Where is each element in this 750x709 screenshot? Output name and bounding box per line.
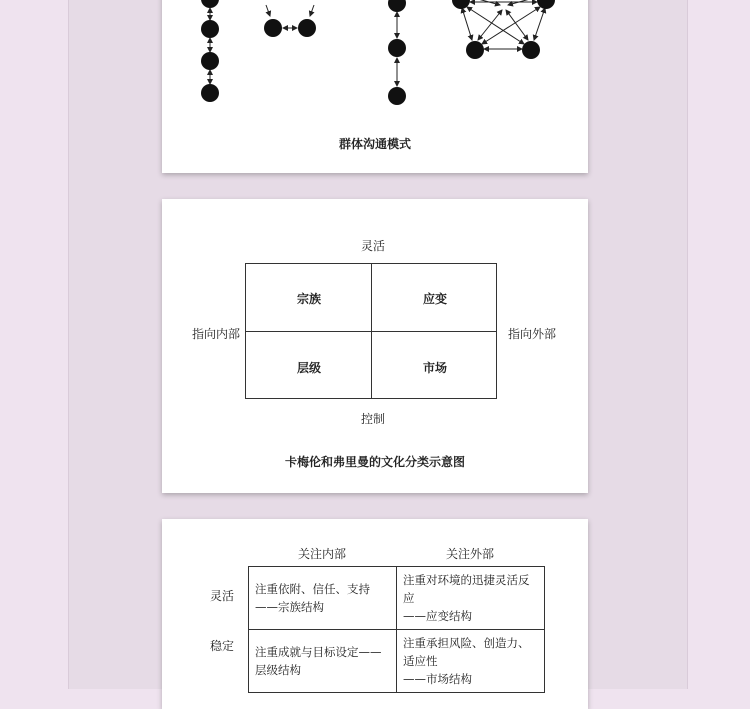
communication-patterns-caption: 群体沟通模式 xyxy=(338,137,411,151)
communication-patterns-card xyxy=(162,0,588,173)
axis-label-right: 指向外部 xyxy=(508,327,557,341)
quadrant-hierarchy: 层级 xyxy=(296,361,321,375)
row-header-stable: 稳定 xyxy=(210,639,235,653)
table-cell-market: 注重承担风险、创造力、适应性 ——市场结构 xyxy=(397,630,545,693)
culture-table-card xyxy=(162,519,588,709)
culture-quadrant-card xyxy=(162,199,588,493)
axis-label-top: 灵活 xyxy=(361,239,386,253)
quadrant-grid xyxy=(245,263,497,399)
table-cell-hierarchy: 注重成就与目标设定—— 层级结构 xyxy=(249,630,397,693)
row-header-flexible: 灵活 xyxy=(210,589,235,603)
table-cell-clan: 注重依附、信任、支持 ——宗族结构 xyxy=(249,567,397,630)
axis-label-left: 指向内部 xyxy=(192,327,241,341)
table-row xyxy=(249,630,545,693)
table-row xyxy=(249,567,545,630)
quadrant-adhocracy: 应变 xyxy=(422,292,447,306)
quadrant-clan: 宗族 xyxy=(296,292,321,306)
col-header-internal: 关注内部 xyxy=(297,547,346,561)
col-header-external: 关注外部 xyxy=(445,547,494,561)
axis-label-bottom: 控制 xyxy=(361,412,386,426)
table-cell-adhocracy: 注重对环境的迅捷灵活反应 ——应变结构 xyxy=(397,567,545,630)
grid-horizontal-divider xyxy=(246,331,496,332)
culture-table xyxy=(248,566,545,693)
culture-diagram-caption: 卡梅伦和弗里曼的文化分类示意图 xyxy=(284,455,465,469)
quadrant-market: 市场 xyxy=(422,361,447,375)
